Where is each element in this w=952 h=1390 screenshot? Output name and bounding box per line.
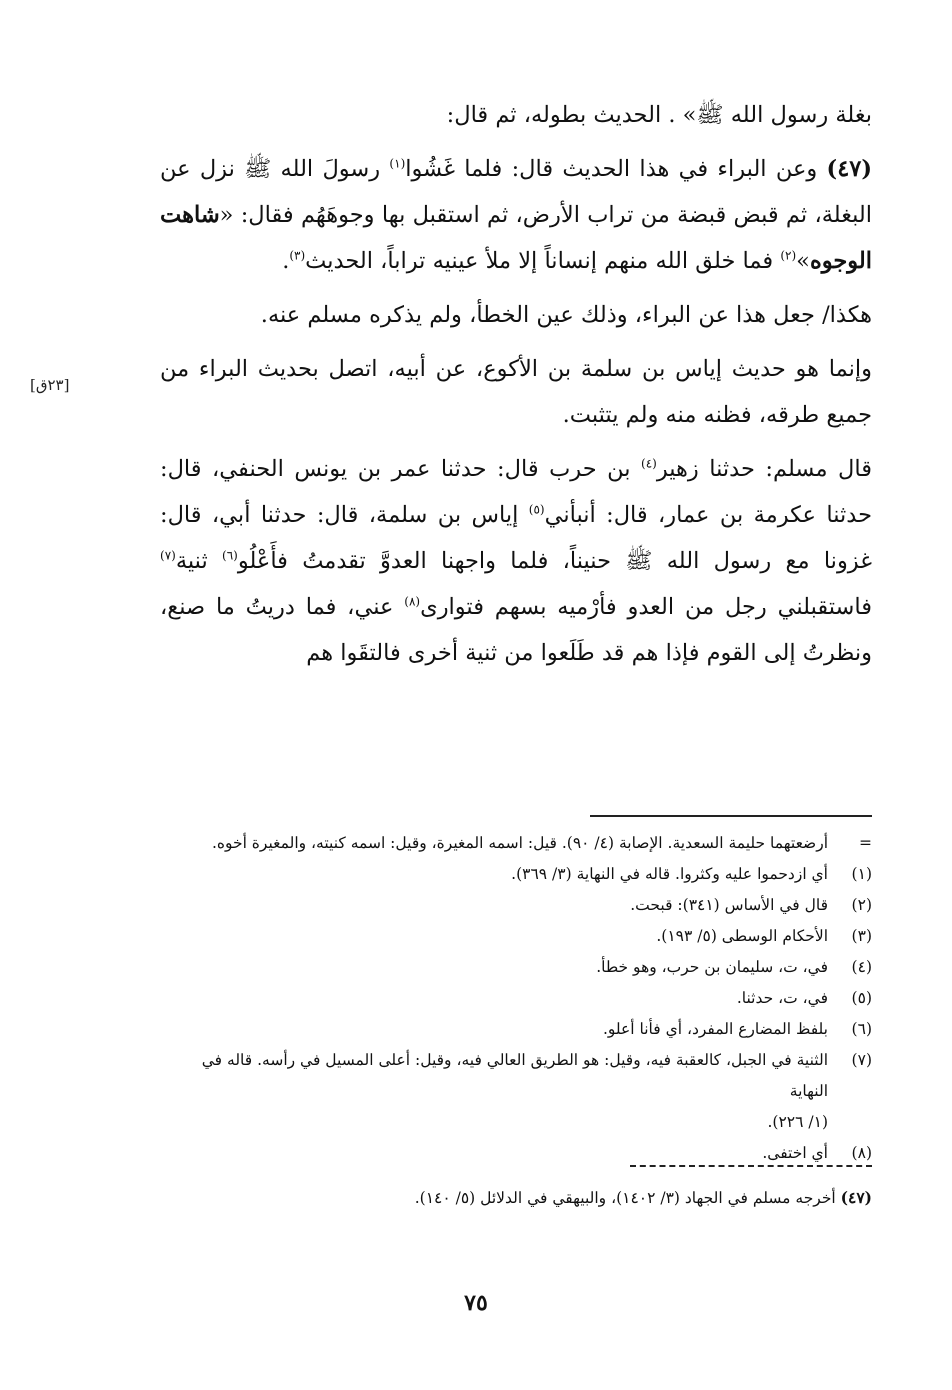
manuscript-folio-note: [٢٣ق] — [30, 376, 70, 394]
hadith-quote: شاهت الوجوه — [160, 202, 872, 274]
footnote-5: (٥) في، ت، حدثنا. — [736, 989, 872, 1007]
footnote-4: (٤) في، ت، سليمان بن حرب، وهو خطأ. — [596, 958, 872, 976]
footnote-ref-4[interactable]: (٤) — [641, 456, 657, 471]
paragraph-3: وإنما هو حديث إياس بن سلمة بن الأكوع، عن أبيه، اتصل بحديث البراء من جميع طرقه، فظنه منه ولم يتثبت. — [160, 356, 872, 428]
footnote-ref-6[interactable]: (٦) — [222, 548, 238, 563]
footnote-ref-8[interactable]: (٨) — [404, 594, 421, 609]
source-number: (٤٧) — [840, 1188, 872, 1207]
paragraph-2: هكذا/ جعل هذا عن البراء، وذلك عين الخطأ، ولم يذكره مسلم عنه. — [260, 302, 872, 328]
footnote-divider — [590, 815, 872, 817]
source-text: أخرجه مسلم في الجهاد (٣/ ١٤٠٢)، والبيهقي في الدلائل (٥/ ١٤٠). — [414, 1189, 836, 1207]
main-text — [160, 92, 872, 676]
footnote-ref-2[interactable]: (٢) — [780, 248, 797, 263]
footnote-2: (٢) قال في الأساس (٣٤١): قبحت. — [630, 896, 872, 914]
footnote-7-continuation: (١/ ٢٢٦). — [767, 1113, 828, 1131]
footnote-6: (٦) بلفظ المضارع المفرد، أي فأنا أعلو. — [602, 1020, 872, 1038]
footnote-ref-7[interactable]: (٧) — [160, 548, 176, 563]
footnote-ref-1[interactable]: (١) — [389, 156, 406, 171]
text-line-continuation: بغلة رسول الله ﷺ» . الحديث بطوله، ثم قال: — [446, 102, 872, 128]
paragraph-4: قال مسلم: حدثنا زهير$^{(٤)}$ بن حرب قال: حدثنا عمر بن يونس الحنفي، قال: حدثنا عكرمة بن عمار، قال: أنبأني$^{(٥)}$ إياس بن سلمة، قال: حدثنا أبي، قال: غزونا مع رسول الله ﷺ حنيناً، فلما واجهنا العدوَّ تقدمتُ فأَعْلُو$^{(٦)}$ ثنية$^{(٧)}$ فاستقبلني رجل من العدو فأرْميه بسهم فتوارى$^{(٨)}$ عني، فما دريتُ ما صنع، ونظرتُ إلى القوم فإذا هم قد طَلَعوا من ثنية أخرى فالتقَوا هم — [160, 456, 873, 666]
page-number: ٧٥ — [464, 1290, 488, 1316]
footnote-continuation: = أرضعتهما حليمة السعدية. الإصابة (٤/ ٩٠). قيل: اسمه المغيرة، وقيل: اسمه كنيته، والمغيرة أخوه. — [211, 834, 872, 852]
footnote-1: (١) أي ازدحموا عليه وكثروا. قاله في النهاية (٣/ ٣٦٩). — [511, 865, 872, 883]
hadith-source — [160, 1183, 872, 1213]
source-divider — [630, 1165, 872, 1167]
footnote-3: (٣) الأحكام الوسطى (٥/ ١٩٣). — [656, 927, 872, 945]
footnote-ref-5[interactable]: (٥) — [528, 502, 545, 517]
footnote-ref-3[interactable]: (٣) — [289, 248, 306, 263]
footnote-8: (٨) أي اختفى. — [762, 1144, 872, 1162]
footnotes — [160, 828, 872, 1169]
hadith-paragraph: (٤٧) وعن البراء في هذا الحديث قال: فلما غَشُوا$^{(١)}$ رسولَ الله ﷺ نزل عن البغلة، ثم قبض قبضة من تراب الأرض، ثم استقبل بها وجوهَهُم فقال: «شاهت الوجوه»$^{(٢)}$ فما خلق الله منهم إنساناً إلا ملأ عينيه تراباً، الحديث$^{(٣)}$. — [160, 156, 873, 274]
hadith-number: (٤٧) — [826, 156, 873, 182]
footnote-7: (٧) الثنية في الجبل، كالعقبة فيه، وقيل: هو الطريق العالي فيه، وقيل: أعلى المسيل في رأسه. قاله في النهاية — [201, 1051, 872, 1100]
